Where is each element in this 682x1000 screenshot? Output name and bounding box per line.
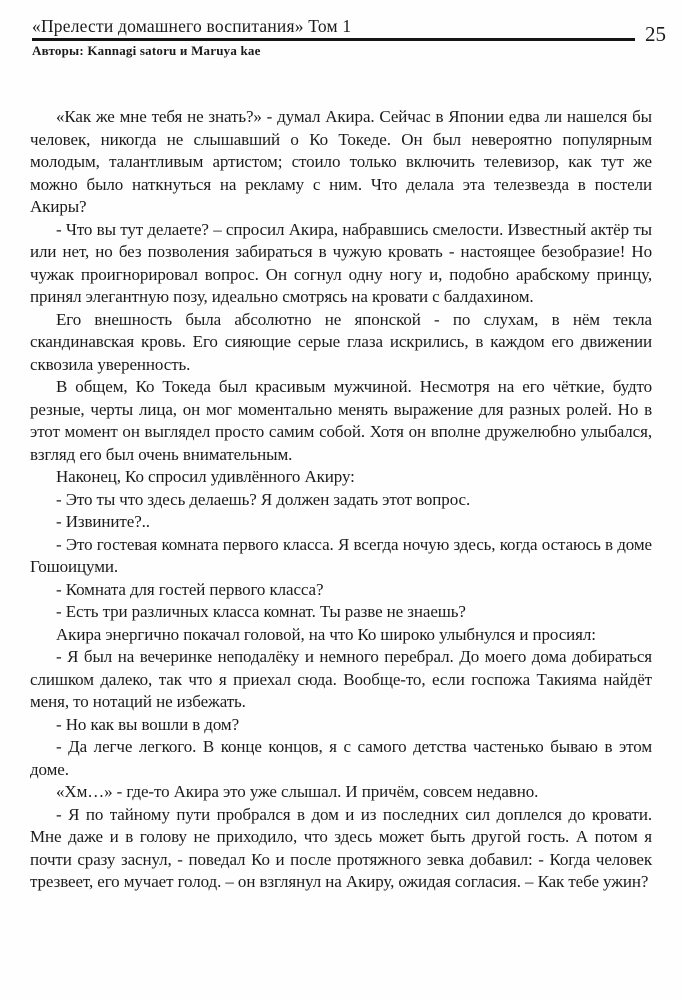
- paragraph-12: - Я был на вечеринке неподалёку и немного перебрал. До моего дома добираться слишком далеко, так что я приехал сюда. Вообще-то, если госпожа Такияма найдёт меня, то нотаций не избежать.: [30, 647, 652, 711]
- paragraph-10: - Есть три различных класса комнат. Ты разве не знаешь?: [56, 602, 466, 621]
- header-title-row: [32, 16, 670, 46]
- paragraph-9: - Комната для гостей первого класса?: [56, 579, 324, 599]
- paragraph-8: - Это гостевая комната первого класса. Я всегда ночую здесь, когда остаюсь в доме Гошоицуми.: [30, 534, 652, 576]
- paragraph-7: - Извините?..: [56, 512, 150, 531]
- story-text: [0, 106, 682, 894]
- paragraph-16: - Я по тайному пути пробрался в дом и из последних сил доплелся до кровати. Мне даже и в голову не приходило, что здесь может быть другой гость. А потом я почти сразу заснул, - поведал Ко и после протяжного зевка добавил: - Когда человек трезвеет, его мучает голод. – он взглянул на Акиру, ожидая согласия. – Как тебе ужин?: [30, 804, 652, 891]
- title-underline: [32, 16, 635, 41]
- authors-line: Авторы: Kannagi satoru и Maruya kae: [32, 43, 261, 58]
- paragraph-5: Наконец, Ко спросил удивлённого Акиру:: [56, 467, 355, 486]
- paragraph-6: - Это ты что здесь делаешь? Я должен задать этот вопрос.: [56, 489, 471, 509]
- paragraph-14: - Да легче легкого. В конце концов, я с самого детства частенько бываю в этом доме.: [30, 737, 652, 779]
- book-title: «Прелести домашнего воспитания» Том 1: [32, 16, 352, 36]
- paragraph-4: В общем, Ко Токеда был красивым мужчиной. Несмотря на его чёткие, будто резные, черты лица, он мог моментально менять выражение для разных ролей. Но в этот момент он выглядел просто самим собой. Хотя он вполне дружелюбно улыбался, взгляд его был очень внимательным.: [30, 377, 652, 464]
- page-header: [0, 0, 682, 59]
- paragraph-3: Его внешность была абсолютно не японской - по слухам, в нём текла скандинавская кровь. Его сияющие серые глаза искрились, в каждом его движении сквозила уверенность.: [30, 309, 652, 374]
- paragraph-11: Акира энергично покачал головой, на что Ко широко улыбнулся и просиял:: [56, 624, 596, 644]
- paragraph-1: «Как же мне тебя не знать?» - думал Акира. Сейчас в Японии едва ли нашелся бы человек, никогда не слышавший о Ко Токеде. Он был невероятно популярным молодым, талантливым артистом; стоило только включить телевизор, как тут же можно было наткнуться на рекламу с ним. Что делала эта телезвезда в постели Акиры?: [30, 107, 652, 216]
- paragraph-13: - Но как вы вошли в дом?: [56, 714, 240, 734]
- paragraph-15: «Хм…» - где-то Акира это уже слышал. И причём, совсем недавно.: [56, 782, 539, 801]
- page-number: 25: [645, 22, 666, 46]
- paragraph-2: - Что вы тут делаете? – спросил Акира, набравшись смелости. Известный актёр ты или нет, но без позволения забираться в чужую кровать - настоящее безобразие! Но чужак проигнорировал вопрос. Он согнул одну ногу и, подобно арабскому принцу, принял элегантную позу, идеально смотрясь на кровати с балдахином.: [30, 219, 652, 306]
